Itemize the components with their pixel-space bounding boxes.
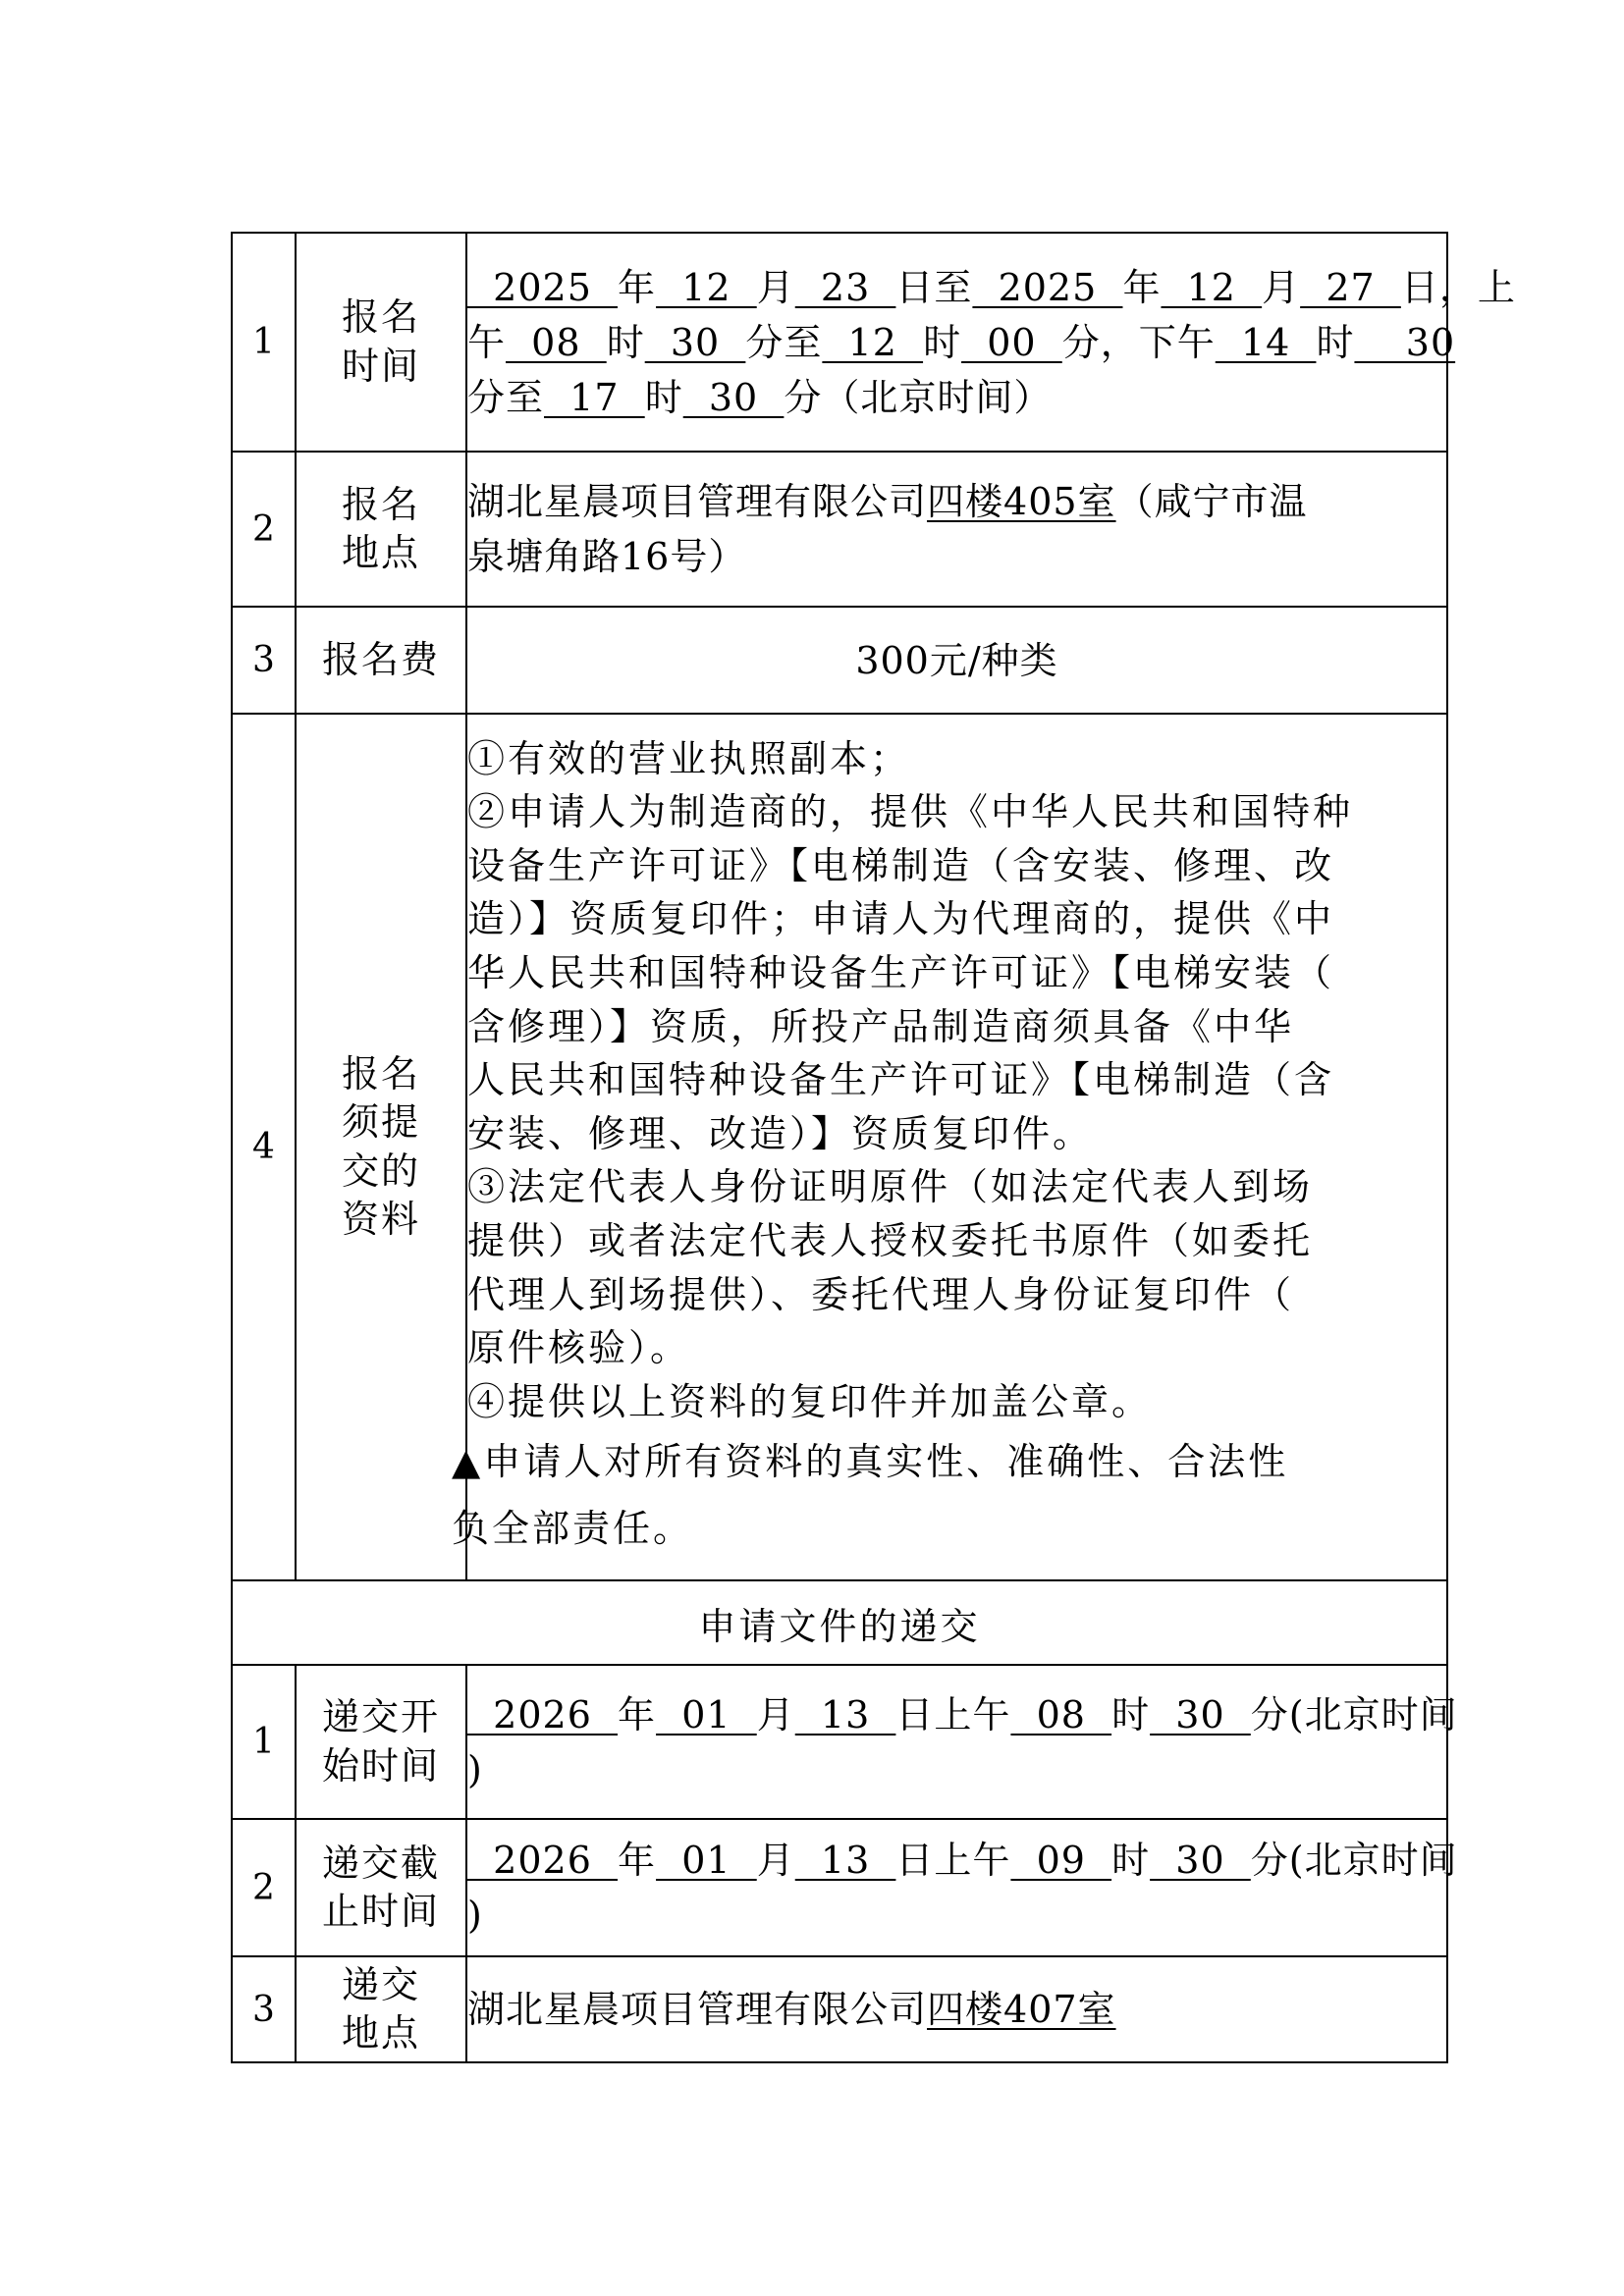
text-segment: 含修理）】资质，所投产品制造商须具备《中华 xyxy=(467,1004,1295,1048)
table-row xyxy=(232,1956,1447,2062)
row-number: 2 xyxy=(232,1819,296,1956)
underlined-value: 09 xyxy=(1010,1839,1112,1882)
text-segment: 人民共和国特种设备生产许可证》【电梯制造（含 xyxy=(467,1058,1335,1102)
text-segment: 造）】资质复印件；申请人为代理商的，提供《中 xyxy=(467,897,1335,941)
text-segment: ) xyxy=(467,1894,483,1937)
content-line xyxy=(467,839,1446,893)
row-content xyxy=(466,1819,1458,1956)
text-segment: 设备生产许可证》【电梯制造（含安装、修理、改 xyxy=(467,843,1335,887)
row-number: 1 xyxy=(232,1665,296,1819)
content-line xyxy=(467,1888,1446,1943)
content-line xyxy=(467,732,1446,786)
content-line xyxy=(467,474,1446,529)
label-line: 报名费 xyxy=(321,637,440,681)
underlined-value: 14 xyxy=(1215,320,1317,364)
content-line xyxy=(467,946,1446,1000)
text-segment: （咸宁市温 xyxy=(1115,480,1308,523)
underlined-value: 17 xyxy=(544,375,645,419)
text-segment: 300元/种类 xyxy=(855,638,1058,682)
content-line xyxy=(467,633,1446,688)
row-number: 2 xyxy=(232,452,296,607)
underlined-value: 12 xyxy=(822,320,924,364)
row-content xyxy=(466,1956,1447,2062)
section-title: 申请文件的递交 xyxy=(232,1580,1447,1665)
label-line: 报名 xyxy=(341,1051,420,1095)
text-segment: 分，下午 xyxy=(1061,320,1216,364)
content-line xyxy=(467,260,1516,315)
content-line xyxy=(467,1833,1458,1888)
row-number: 3 xyxy=(232,1956,296,2062)
text-segment: ) xyxy=(467,1747,483,1791)
text-segment: 月 xyxy=(1262,265,1301,309)
row-label xyxy=(296,1819,466,1956)
text-segment: 分(北京时间 xyxy=(1250,1692,1458,1736)
text-segment: 华人民共和国特种设备生产许可证》【电梯安装（ xyxy=(467,951,1335,995)
text-segment: 时 xyxy=(1111,1839,1151,1882)
text-segment: 日，上 xyxy=(1400,265,1516,309)
text-segment: 安装、修理、改造）】资质复印件。 xyxy=(467,1111,1094,1155)
underlined-value: 2025 xyxy=(972,265,1123,309)
label-line: 地点 xyxy=(341,2011,420,2055)
text-segment: 时 xyxy=(644,375,683,419)
text-segment: 原件核验）。 xyxy=(467,1326,691,1370)
content-line xyxy=(467,315,1456,370)
text-segment: 湖北星晨项目管理有限公司 xyxy=(467,480,928,523)
row-number: 1 xyxy=(232,233,296,452)
text-segment: 分至 xyxy=(745,320,823,364)
row-label xyxy=(296,607,466,714)
row-content xyxy=(466,1665,1458,1819)
table-row xyxy=(232,452,1447,607)
underlined-value: 30 xyxy=(1150,1692,1251,1736)
underlined-value: 四楼405室 xyxy=(927,480,1116,523)
text-segment: 日上午 xyxy=(895,1692,1011,1736)
content-line xyxy=(452,1428,1446,1495)
text-segment: ③法定代表人身份证明原件（如法定代表人到场 xyxy=(467,1165,1314,1209)
table-row xyxy=(232,607,1447,714)
content-line xyxy=(467,1107,1446,1161)
label-line: 资料 xyxy=(341,1197,420,1241)
label-line: 递交开 xyxy=(321,1695,440,1739)
text-segment: 月 xyxy=(756,265,795,309)
text-segment: 年 xyxy=(618,1692,657,1736)
row-label xyxy=(296,714,466,1580)
underlined-value: 2026 xyxy=(467,1692,619,1736)
text-segment: 时 xyxy=(1111,1692,1151,1736)
text-segment: 负全部责任。 xyxy=(452,1507,694,1551)
content-line xyxy=(467,1160,1446,1214)
table-row xyxy=(232,1819,1447,1956)
underlined-value: 30 xyxy=(1150,1839,1251,1882)
table-row xyxy=(232,233,1447,452)
content-line xyxy=(467,1053,1446,1107)
text-segment: 时 xyxy=(1316,320,1355,364)
content-line xyxy=(452,1495,1446,1562)
text-segment: 提供）或者法定代表人授权委托书原件（如委托 xyxy=(467,1218,1314,1262)
content-line xyxy=(467,529,1446,584)
row-content xyxy=(466,607,1447,714)
text-segment: 代理人到场提供）、委托代理人身份证复印件（ xyxy=(467,1272,1295,1316)
text-segment: 年 xyxy=(1122,265,1162,309)
content-line xyxy=(467,892,1446,946)
content-line xyxy=(467,785,1446,839)
underlined-value: 2025 xyxy=(467,265,619,309)
underlined-value: 01 xyxy=(656,1839,757,1882)
label-line: 时间 xyxy=(341,344,420,388)
content-line xyxy=(467,1742,1446,1797)
content-line xyxy=(467,1000,1446,1054)
label-line: 报名 xyxy=(341,295,420,340)
text-segment: 年 xyxy=(618,265,657,309)
label-line: 递交截 xyxy=(321,1841,440,1885)
content-line xyxy=(467,1268,1446,1322)
underlined-value: 27 xyxy=(1300,265,1401,309)
row-label xyxy=(296,1956,466,2062)
underlined-value: 30 xyxy=(682,375,785,419)
content-line xyxy=(467,1982,1446,2037)
content-line xyxy=(467,1687,1458,1742)
content-line xyxy=(467,1214,1446,1268)
text-segment: 年 xyxy=(618,1839,657,1882)
text-segment: ④提供以上资料的复印件并加盖公章。 xyxy=(467,1379,1153,1423)
label-line: 须提 xyxy=(341,1100,420,1145)
text-segment: 湖北星晨项目管理有限公司 xyxy=(467,1988,928,2031)
text-segment: 时 xyxy=(606,320,645,364)
label-line: 始时间 xyxy=(321,1743,440,1788)
underlined-value: 23 xyxy=(794,265,896,309)
content-line xyxy=(467,1321,1446,1375)
underlined-value: 00 xyxy=(961,320,1062,364)
underlined-value: 四楼407室 xyxy=(927,1988,1116,2031)
underlined-value: 08 xyxy=(506,320,607,364)
underlined-value: 30 xyxy=(1354,320,1456,364)
row-label xyxy=(296,233,466,452)
row-number: 3 xyxy=(232,607,296,714)
text-segment: ②申请人为制造商的，提供《中华人民共和国特种 xyxy=(467,790,1354,834)
section-row xyxy=(232,1580,1447,1665)
underlined-value: 01 xyxy=(656,1692,757,1736)
row-content xyxy=(466,452,1447,607)
text-segment: ①有效的营业执照副本； xyxy=(467,736,911,780)
underlined-value: 12 xyxy=(656,265,757,309)
row-number: 4 xyxy=(232,714,296,1580)
row-content xyxy=(452,714,1447,1580)
text-segment: 泉塘角路16号） xyxy=(467,535,747,578)
underlined-value: 13 xyxy=(794,1839,896,1882)
underlined-value: 08 xyxy=(1010,1692,1112,1736)
text-segment: 月 xyxy=(756,1839,795,1882)
label-line: 报名 xyxy=(341,482,420,526)
text-segment: 时 xyxy=(923,320,962,364)
underlined-value: 2026 xyxy=(467,1839,619,1882)
label-line: 止时间 xyxy=(321,1890,440,1933)
text-segment: 日上午 xyxy=(895,1839,1011,1882)
registration-table xyxy=(231,232,1516,2063)
label-line: 地点 xyxy=(341,531,420,574)
text-segment: 日至 xyxy=(895,265,973,309)
text-segment: 午 xyxy=(467,320,507,364)
content-line xyxy=(467,370,1446,425)
underlined-value: 12 xyxy=(1161,265,1263,309)
table-row xyxy=(232,1665,1447,1819)
label-line: 交的 xyxy=(341,1148,420,1193)
text-segment: 分至 xyxy=(467,375,545,419)
row-content xyxy=(466,233,1516,452)
row-label xyxy=(296,452,466,607)
label-line: 递交 xyxy=(341,1962,420,2006)
content-line xyxy=(467,1375,1446,1429)
text-segment: ▲申请人对所有资料的真实性、准确性、合法性 xyxy=(452,1440,1289,1484)
table-row xyxy=(232,714,1447,1580)
row-label xyxy=(296,1665,466,1819)
underlined-value: 13 xyxy=(794,1692,896,1736)
text-segment: 分（北京时间） xyxy=(784,375,1053,419)
text-segment: 月 xyxy=(756,1692,795,1736)
text-segment: 分(北京时间 xyxy=(1250,1839,1458,1882)
underlined-value: 30 xyxy=(644,320,746,364)
